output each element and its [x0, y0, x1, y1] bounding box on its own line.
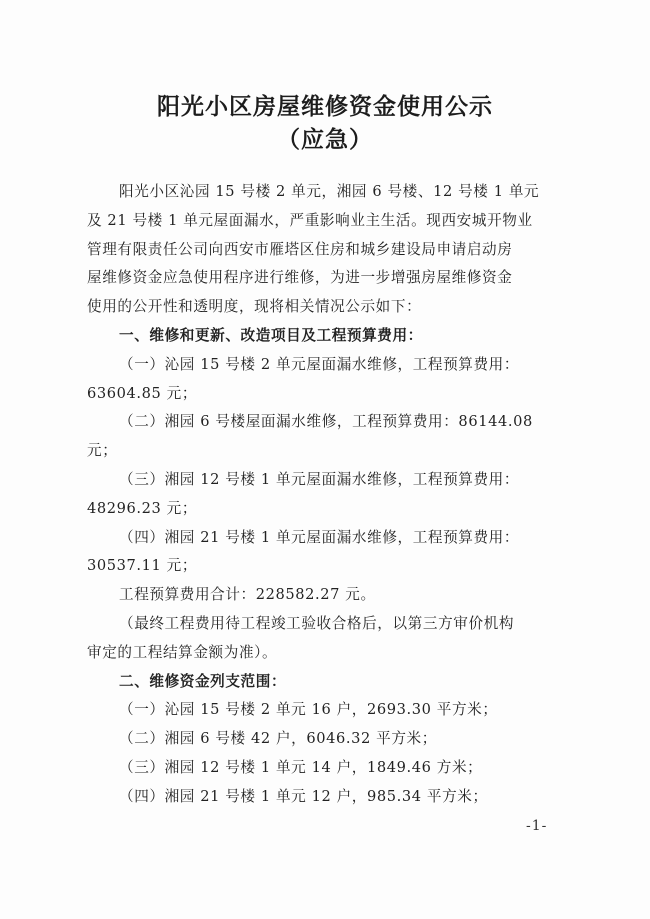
document-subtitle: （应急） [277, 126, 373, 153]
budget-total: 工程预算费用合计：228582.27 元。 [119, 586, 376, 604]
budget-item-line: （一）沁园 15 号楼 2 单元屋面漏水维修，工程预算费用： [119, 355, 520, 373]
budget-item-line: （三）湘园 12 号楼 1 单元屋面漏水维修，工程预算费用： [119, 470, 520, 488]
budget-item-amount: 30537.11 元； [87, 557, 198, 575]
document-title: 阳光小区房屋维修资金使用公示 [157, 93, 493, 120]
intro-line: 屋维修资金应急使用程序进行维修，为进一步增强房屋维修资金 [87, 269, 513, 287]
intro-line: 管理有限责任公司向西安市雁塔区住房和城乡建设局申请启动房 [87, 240, 513, 258]
intro-line: 及 21 号楼 1 单元屋面漏水，严重影响业主生活。现西安城开物业 [87, 211, 533, 229]
budget-item-amount: 63604.85 元； [87, 384, 198, 402]
page-number: -1- [526, 818, 548, 834]
budget-item-amount: 48296.23 元； [87, 499, 198, 517]
scope-item: （二）湘园 6 号楼 42 户，6046.32 平方米； [119, 730, 437, 748]
section1-heading: 一、维修和更新、改造项目及工程预算费用： [119, 326, 423, 344]
note-line: 审定的工程结算金额为准）。 [87, 643, 278, 661]
section2-heading: 二、维修资金列支范围： [119, 672, 287, 690]
budget-item-line: （二）湘园 6 号楼屋面漏水维修，工程预算费用：86144.08 [119, 413, 533, 431]
scope-item: （一）沁园 15 号楼 2 单元 16 户，2693.30 平方米； [119, 701, 498, 719]
budget-item-amount: 元； [87, 442, 118, 460]
document-body [87, 178, 587, 812]
intro-line: 阳光小区沁园 15 号楼 2 单元，湘园 6 号楼、12 号楼 1 单元 [119, 183, 540, 200]
intro-line: 使用的公开性和透明度，现将相关情况公示如下： [87, 298, 422, 316]
note-line: （最终工程费用待工程竣工验收合格后，以第三方审价机构 [119, 614, 515, 632]
budget-item-line: （四）湘园 21 号楼 1 单元屋面漏水维修，工程预算费用： [119, 528, 520, 546]
scope-item: （四）湘园 21 号楼 1 单元 12 户，985.34 平方米； [119, 787, 488, 805]
scope-item: （三）湘园 12 号楼 1 单元 14 户，1849.46 方米； [119, 758, 483, 776]
